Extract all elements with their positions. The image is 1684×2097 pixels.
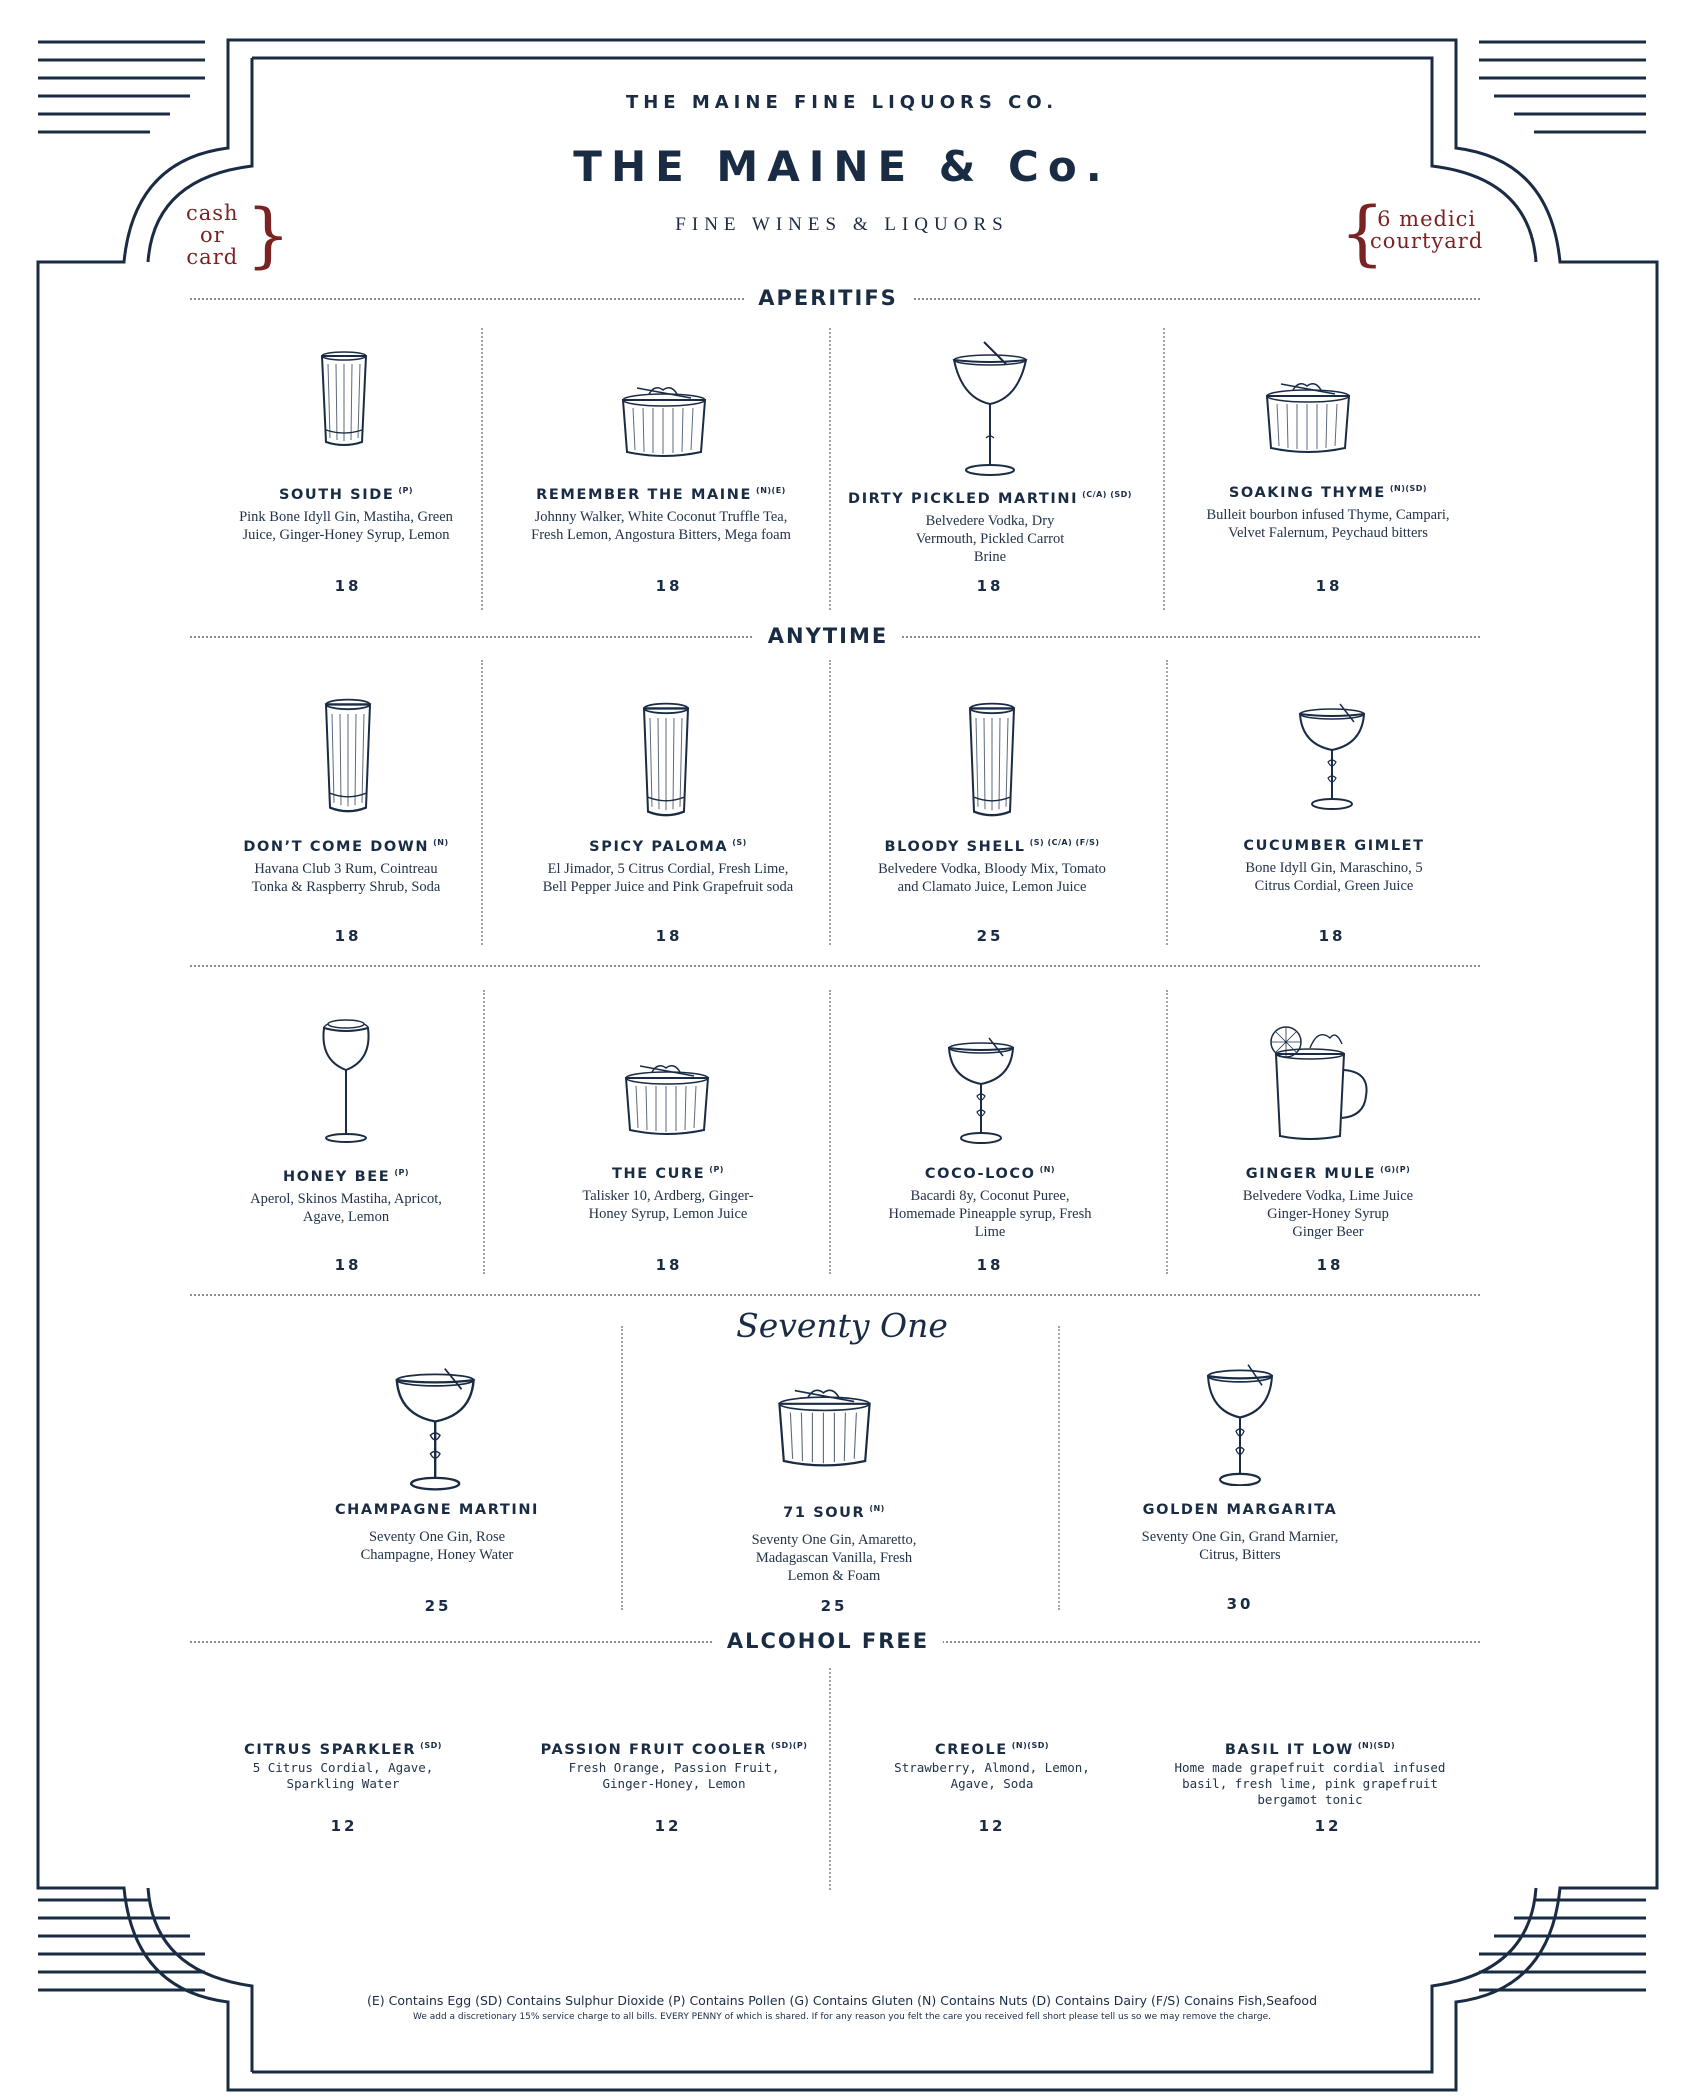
highball-icon [636,694,696,824]
menu-item-71-sour: 71 SOUR $^{(N)}$ Seventy One Gin, Amaretto, Madagascan Vanilla, Fresh Lemon & Foam [751,1504,917,1584]
highball-icon [962,694,1022,824]
price: 18 [334,927,362,945]
location-note: 6 medici courtyard [1370,207,1484,253]
column-separator [829,990,831,1274]
menu-item-citrus-sparkler: CITRUS SPARKLER $^{(SD)}$ 5 Citrus Cordial, Agave, Sparkling Water [244,1741,442,1791]
coupe-glass-icon [945,1034,1017,1146]
tulip-glass-icon [316,1010,376,1146]
menu-item-coco-loco: COCO-LOCO $^{(N)}$ Bacardi 8y, Coconut Puree, Homemade Pineapple syrup, Fresh Lime [888,1165,1092,1240]
price: 25 [976,927,1004,945]
column-separator [829,660,831,945]
price: 30 [1226,1595,1254,1613]
menu-item-cucumber-gimlet: CUCUMBER GIMLET Bone Idyll Gin, Maraschino, 5 Citrus Cordial, Green Juice [1243,838,1425,894]
menu-item-bloody-shell: BLOODY SHELL $^{(S) (C/A) (F/S)}$ Belvedere Vodka, Bloody Mix, Tomato and Clamato Juice, Lemon Juice [878,838,1106,895]
left-brace-decoration: { [1340,192,1385,274]
anytime-row-divider [190,965,1480,967]
rocks-glass-icon [622,1060,712,1140]
price: 12 [654,1817,682,1835]
menu-item-dont-come-down: DON’T COME DOWN $^{(N)}$ Havana Club 3 Rum, Cointreau Tonka & Raspberry Shrub, Soda [243,838,449,895]
stripes-top-right [1479,42,1646,132]
menu-item-champagne-martini: CHAMPAGNE MARTINI Seventy One Gin, Rose Champagne, Honey Water [334,1502,540,1563]
highball-icon [318,690,378,820]
menu-item-spicy-paloma: SPICY PALOMA $^{(S)}$ El Jimador, 5 Citrus Cordial, Fresh Lime, Bell Pepper Juice and Pink Grapefruit soda [542,838,794,895]
stripes-bottom-left [38,1900,205,1990]
price: 18 [655,1256,683,1274]
column-separator [1058,1326,1060,1610]
rocks-glass-icon [619,382,709,462]
martini-glass-icon [950,338,1030,478]
highball-icon [314,344,374,452]
menu-item-passion-fruit-cooler: PASSION FRUIT COOLER $^{(SD)(P)}$ Fresh Orange, Passion Fruit, Ginger-Honey, Lemon [540,1741,808,1791]
coupe-glass-icon [1204,1360,1276,1486]
seventy-one-divider [190,1294,1480,1296]
menu-item-golden-margarita: GOLDEN MARGARITA Seventy One Gin, Grand Marnier, Citrus, Bitters [1141,1502,1339,1563]
price: 12 [330,1817,358,1835]
menu-item-basil-it-low: BASIL IT LOW $^{(N)(SD)}$ Home made grapefruit cordial infused basil, fresh lime, pink grapefruit bergamot tonic [1174,1741,1446,1807]
column-separator [1166,990,1168,1274]
menu-item-remember-the-maine: REMEMBER THE MAINE $^{(N)(E)}$ Johnny Walker, White Coconut Truffle Tea, Fresh Lemon, Angostura Bitters, Mega foam [531,486,791,543]
price: 12 [1314,1817,1342,1835]
column-separator [481,328,483,610]
menu-item-honey-bee: HONEY BEE $^{(P)}$ Aperol, Skinos Mastiha, Apricot, Agave, Lemon [250,1168,442,1225]
section-title-aperitifs: APERITIFS [744,286,912,310]
menu-item-ginger-mule: GINGER MULE $^{(G)(P)}$ Belvedere Vodka, Lime Juice Ginger-Honey Syrup Ginger Beer [1242,1165,1414,1240]
price: 18 [976,1256,1004,1274]
price: 18 [655,577,683,595]
mug-icon [1270,1024,1370,1148]
coupe-glass-icon [1296,700,1368,812]
price: 25 [820,1597,848,1615]
coupe-glass-icon [392,1364,482,1494]
allergen-legend: (E) Contains Egg (SD) Contains Sulphur Dioxide (P) Contains Pollen (G) Contains Gluten (N) Contains Nuts (D) Contains Dairy (F/S) Conains Fish,Seafood [367,1993,1317,2008]
column-separator [829,328,831,610]
column-separator [621,1326,623,1610]
section-title-seventy-one: Seventy One [724,1306,960,1345]
price: 12 [978,1817,1006,1835]
stripes-bottom-right [1479,1900,1646,1990]
service-charge-note: We add a discretionary 15% service charge to all bills. EVERY PENNY of which is shared. If for any reason you felt the care you received fell short please tell us so we may remove the charge. [412,2012,1272,2022]
column-separator [1163,328,1165,610]
column-separator [1166,660,1168,945]
price: 18 [1316,1256,1344,1274]
price: 18 [655,927,683,945]
brand-tagline: FINE WINES & LIQUORS [675,214,1009,235]
rocks-glass-icon [775,1384,875,1474]
column-separator [829,1668,831,1890]
menu-item-the-cure: THE CURE $^{(P)}$ Talisker 10, Ardberg, Ginger- Honey Syrup, Lemon Juice [582,1165,754,1222]
column-separator [483,990,485,1274]
column-separator [481,660,483,945]
price: 18 [1318,927,1346,945]
menu-item-creole: CREOLE $^{(N)(SD)}$ Strawberry, Almond, Lemon, Agave, Soda [894,1741,1090,1791]
right-brace-decoration: } [246,194,291,276]
price: 18 [334,1256,362,1274]
menu-item-dirty-pickled-martini: DIRTY PICKLED MARTINI $^{(C/A) (SD)}$ Belvedere Vodka, Dry Vermouth, Pickled Carrot Brine [848,490,1132,565]
company-name: THE MAINE FINE LIQUORS CO. [625,92,1059,113]
menu-item-soaking-thyme: SOAKING THYME $^{(N)(SD)}$ Bulleit bourbon infused Thyme, Campari, Velvet Falernum, Peychaud bitters [1206,484,1450,541]
section-title-alcohol-free: ALCOHOL FREE [713,1629,943,1653]
menu-item-south-side: SOUTH SIDE $^{(P)}$ Pink Bone Idyll Gin, Mastiha, Green Juice, Ginger-Honey Syrup, Lemon [239,486,453,543]
rocks-glass-icon [1263,378,1353,458]
payment-note: cash or card [186,201,239,269]
price: 18 [976,577,1004,595]
brand-title: THE MAINE & Co. [573,142,1111,191]
section-title-anytime: ANYTIME [754,624,902,648]
price: 18 [1315,577,1343,595]
price: 25 [424,1597,452,1615]
price: 18 [334,577,362,595]
stripes-top-left [38,42,205,132]
